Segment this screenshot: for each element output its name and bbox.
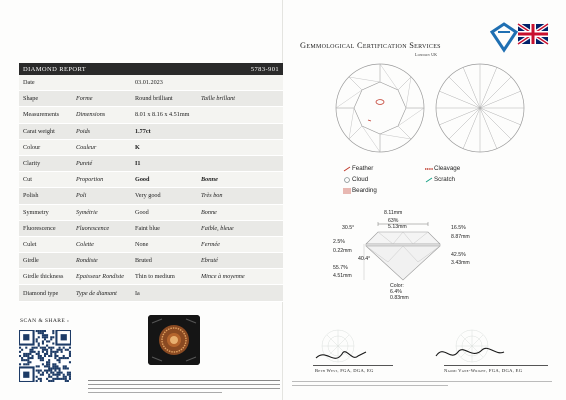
report-row (19, 205, 283, 221)
fine-print-left (88, 380, 280, 395)
row-label: Shape (23, 95, 39, 103)
row-label: Diamond type (23, 289, 59, 297)
row-value: 03.01.2023 (135, 79, 163, 87)
certificate-page: DIAMOND REPORT 5783-901 Date 03.01.2023 Shape Forme Round brilliant Taille brillant Measurements Dimensions 8.01 x 8.16 x 4.51mm Carat weight Poids 1.77ct Colour Couleur K Clarity Pureté I1 Cut Proportion Good Bonne Polish Poli Very good Très bon Symmetry Symétrie Good Bonne Fluorescence Fluorescence Faint blue Faible, bleue Culet Colette None Fermée Girdle Rondiste Bruted Ebruté Girdle thickness Epaisseur Rondiste Thin to medium Mince à moyenne Diamond type Type de diamant Ia SCAN & SHARE › Gemmological Certification Services London UK Feather Cloud Bearding Cleavage Scratch 8.11mm 63% 5.13mm 30.5° 16.5% 8.87mm 2.5% 0.22mm 40.4° 42.5% 3.43mm 55.7% 4.51mm Color: 6.4% 0.83mm Beth West, FGA, DGA, EG Naomi Vane-Wright, FGA, DGA, EG (0, 0, 566, 400)
row-value: Faint blue (135, 224, 160, 232)
gcs-logo (490, 20, 552, 60)
row-label: Girdle thickness (23, 273, 64, 281)
crown-angle-label: 30.5° (342, 225, 355, 231)
total-pct-label: 55.7% (333, 265, 348, 271)
row-value-fr: Très bon (201, 192, 223, 200)
row-value: Thin to medium (135, 273, 175, 281)
report-number: 5783-901 (250, 65, 279, 73)
report-header (19, 63, 283, 75)
row-label: Girdle (23, 257, 39, 265)
row-value: Ia (135, 289, 140, 297)
pavilion-depth-label: 3.43mm (451, 260, 470, 266)
row-label-fr: Forme (76, 95, 93, 103)
lab-location: London UK (415, 53, 438, 57)
row-value: 8.01 x 8.16 x 4.51mm (135, 111, 190, 119)
pavilion-view-diagram (436, 64, 524, 152)
row-value-fr: Fermée (201, 240, 220, 248)
signature-line-right (444, 365, 548, 366)
watermark-flower-right (456, 330, 488, 362)
report-row (19, 75, 283, 91)
diamond-profile-icon (328, 210, 488, 290)
report-row (19, 237, 283, 253)
report-row (19, 285, 283, 301)
row-value-fr: Faible, bleue (201, 224, 234, 232)
row-label-fr: Pureté (76, 160, 93, 168)
row-value-fr: Ebruté (201, 257, 218, 265)
pavilion-pct-label: 42.5% (451, 252, 466, 258)
pavilion-angle-label: 40.4° (358, 256, 371, 262)
signature-line-left (313, 365, 393, 366)
diameter-label: 8.87mm (451, 234, 470, 240)
row-label-fr: Fluorescence (76, 224, 110, 232)
crown-height-label: 0.22mm (333, 248, 352, 254)
report-row (19, 253, 283, 269)
row-label-fr: Epaisseur Rondiste (76, 273, 124, 281)
row-value-fr: Taille brillant (201, 95, 235, 103)
row-label-fr: Poli (76, 192, 87, 200)
report-row (19, 140, 283, 156)
row-label: Date (23, 79, 35, 87)
table-width-label: 8.11mm (384, 210, 403, 216)
row-label: Clarity (23, 160, 41, 168)
row-label-fr: Proportion (76, 176, 104, 184)
fine-print-right (292, 381, 552, 393)
report-row (19, 172, 283, 188)
scan-share-label: SCAN & SHARE › (20, 318, 70, 324)
row-value: Good (135, 176, 150, 184)
girdle-pct-label: 2.5% (333, 239, 345, 245)
row-label-fr: Type de diamant (76, 289, 117, 297)
row-value: Very good (135, 192, 161, 200)
row-label: Measurements (23, 111, 60, 119)
row-value: I1 (135, 160, 141, 168)
row-label: Culet (23, 240, 37, 248)
report-row (19, 124, 283, 140)
table-pct-label: 63% 5.13mm (388, 218, 407, 230)
row-value: 1.77ct (135, 127, 151, 135)
row-label-fr: Poids (76, 127, 91, 135)
report-row (19, 269, 283, 285)
report-row (19, 188, 283, 204)
row-value-fr: Bonne (201, 208, 217, 216)
row-value-fr: Mince à moyenne (201, 273, 245, 281)
row-label: Fluorescence (23, 224, 56, 232)
row-value: Good (135, 208, 149, 216)
crown-view-diagram (336, 64, 424, 152)
row-value: Round brilliant (135, 95, 173, 103)
row-label-fr: Couleur (76, 143, 97, 151)
clarity-plot-diagrams (330, 60, 550, 160)
row-label: Symmetry (23, 208, 49, 216)
report-row (19, 221, 283, 237)
report-rows (19, 75, 283, 302)
report-title: DIAMOND REPORT (23, 65, 87, 73)
signature-naomi-vane-wright (436, 348, 504, 356)
row-label-fr: Symétrie (76, 208, 98, 216)
report-row (19, 107, 283, 123)
report-row (19, 91, 283, 107)
report-row (19, 156, 283, 172)
signatory-right: Naomi Vane-Wright, FGA, DGA, EG (444, 368, 523, 373)
row-value-fr: Bonne (201, 176, 218, 184)
row-label: Polish (23, 192, 39, 200)
row-value: None (135, 240, 149, 248)
culet-label: Color: 6.4% 0.83mm (390, 283, 409, 301)
hologram-seal-icon (148, 315, 200, 365)
row-value: K (135, 143, 140, 151)
row-label-fr: Rondiste (76, 257, 98, 265)
row-label-fr: Dimensions (76, 111, 106, 119)
row-label: Cut (23, 176, 32, 184)
diamond-report-table (19, 63, 283, 302)
qr-code[interactable] (19, 330, 71, 382)
lab-name: Gemmological Certification Services (300, 41, 441, 50)
signatory-left: Beth West, FGA, DGA, EG (315, 368, 374, 373)
row-label-fr: Colette (76, 240, 94, 248)
row-value: Bruted (135, 257, 152, 265)
total-depth-label: 4.51mm (333, 273, 352, 279)
star-pct-label: 16.5% (451, 225, 466, 231)
row-label: Colour (23, 143, 41, 151)
row-label: Carat weight (23, 127, 55, 135)
